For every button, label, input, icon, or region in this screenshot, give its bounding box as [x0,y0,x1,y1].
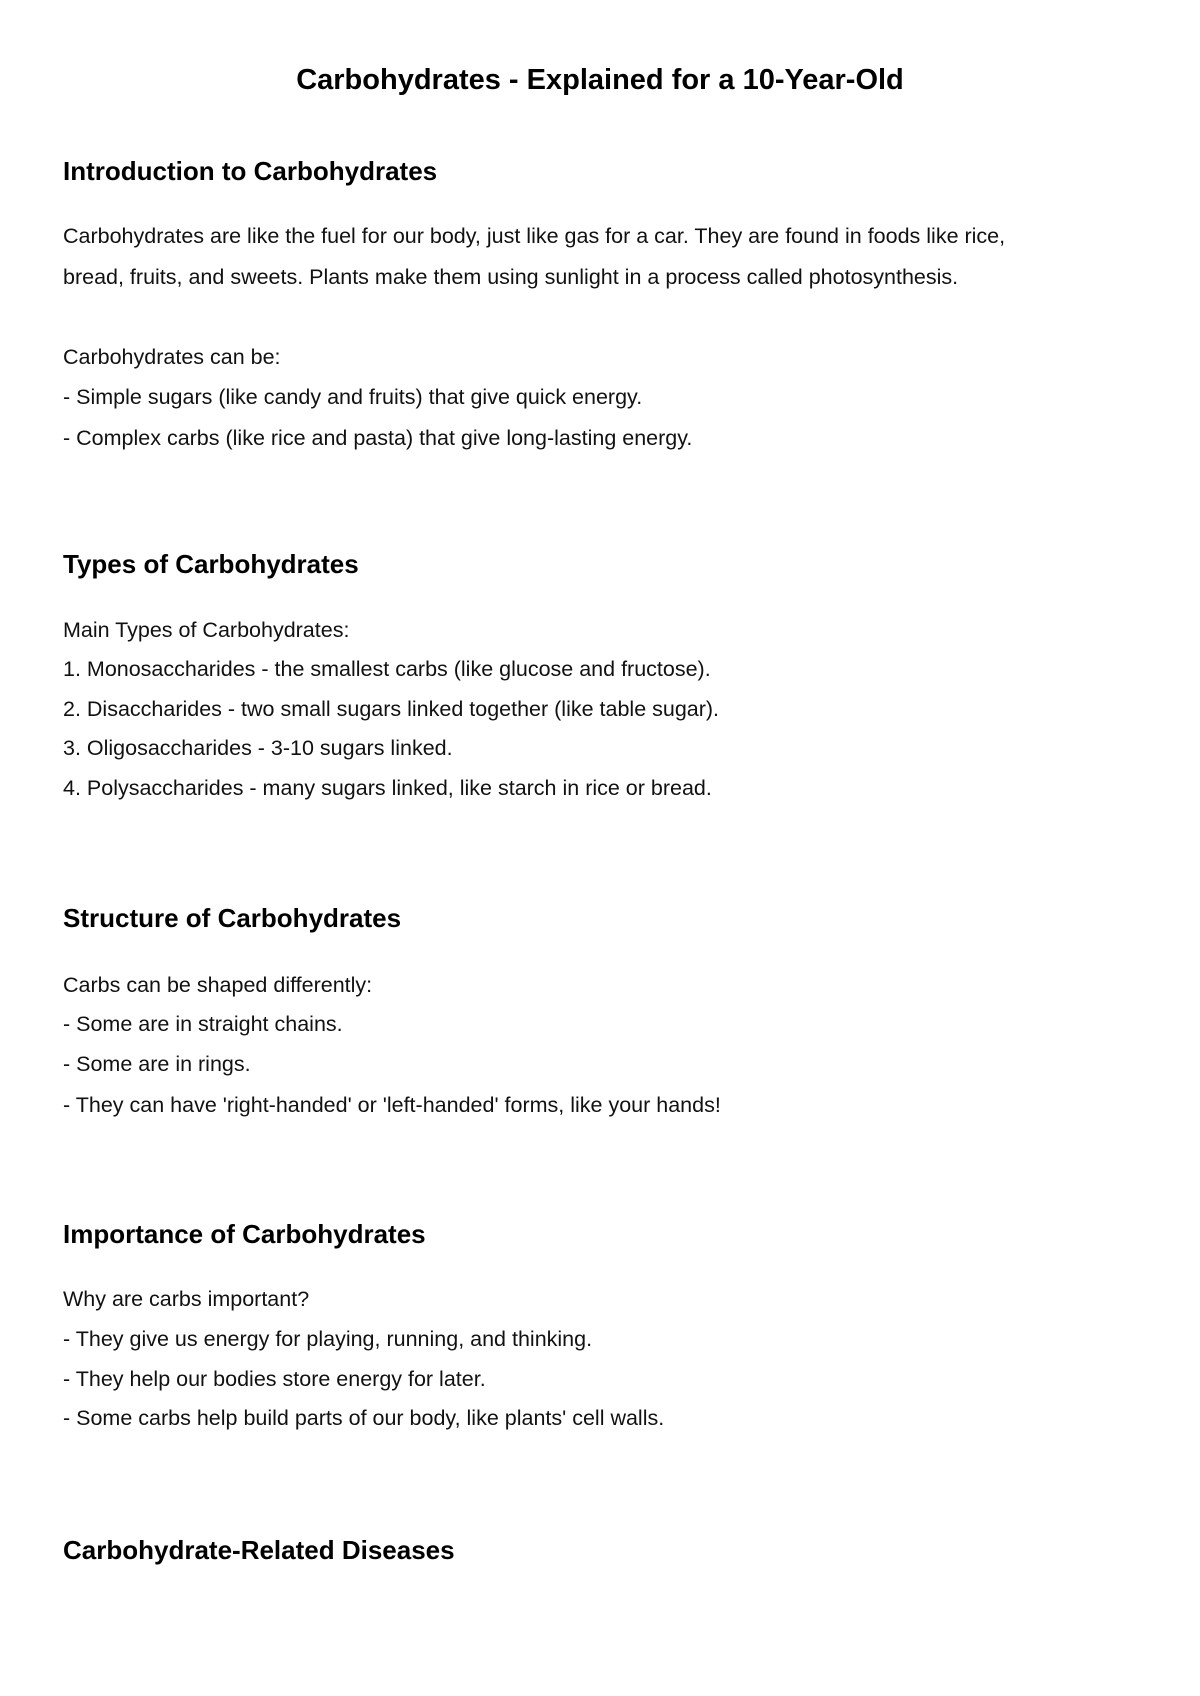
types-list-item: 1. Monosaccharides - the smallest carbs (like glucose and fructose). [63,657,711,681]
importance-list-item: - They help our bodies store energy for later. [63,1367,486,1391]
section-heading-types: Types of Carbohydrates [63,549,359,579]
structure-list-item: - They can have 'right-handed' or 'left-handed' forms, like your hands! [63,1093,721,1117]
types-list-item: 2. Disaccharides - two small sugars linked together (like table sugar). [63,697,720,721]
intro-paragraph-line: bread, fruits, and sweets. Plants make them using sunlight in a process called photosynthesis. [63,265,959,289]
intro-list-item: - Simple sugars (like candy and fruits) that give quick energy. [63,385,643,409]
structure-list-intro: Carbs can be shaped differently: [63,973,373,997]
importance-list-intro: Why are carbs important? [63,1287,310,1311]
section-heading-structure: Structure of Carbohydrates [63,903,402,933]
importance-list-item: - They give us energy for playing, running, and thinking. [63,1327,593,1351]
types-list-item: 3. Oligosaccharides - 3-10 sugars linked. [63,736,453,760]
intro-list-intro: Carbohydrates can be: [63,345,281,369]
importance-list-item: - Some carbs help build parts of our body, like plants' cell walls. [63,1406,665,1430]
intro-paragraph-line: Carbohydrates are like the fuel for our body, just like gas for a car. They are found in foods like rice, [63,224,1006,248]
section-heading-importance: Importance of Carbohydrates [63,1219,426,1249]
intro-list-item: - Complex carbs (like rice and pasta) that give long-lasting energy. [63,426,693,450]
structure-list-item: - Some are in straight chains. [63,1012,343,1036]
types-list-intro: Main Types of Carbohydrates: [63,618,350,642]
section-heading-diseases: Carbohydrate-Related Diseases [63,1535,455,1565]
structure-list-item: - Some are in rings. [63,1052,251,1076]
document-title: Carbohydrates - Explained for a 10-Year-Old [296,64,904,96]
section-heading-introduction: Introduction to Carbohydrates [63,156,438,186]
types-list-item: 4. Polysaccharides - many sugars linked, like starch in rice or bread. [63,776,712,800]
